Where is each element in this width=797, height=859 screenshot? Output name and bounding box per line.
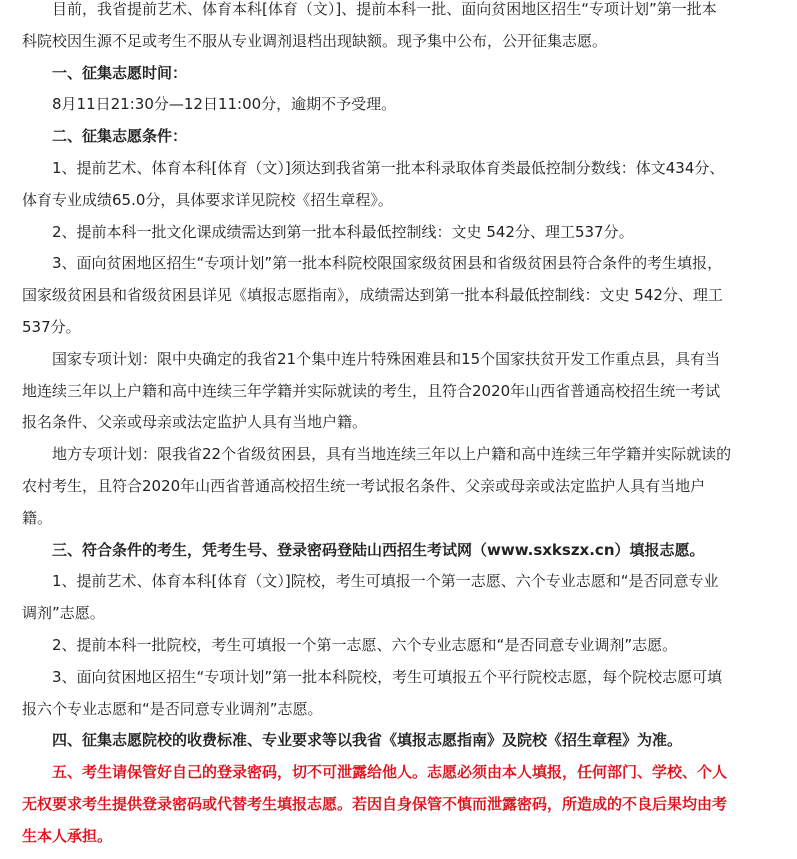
fill-rule-3-line-2: 报六个专业志愿和“是否同意专业调剂”志愿。 — [22, 699, 323, 718]
condition-1-line-2: 体育专业成绩65.0分，具体要求详见院校《招生章程》。 — [22, 190, 393, 209]
warning-line-3: 生本人承担。 — [22, 826, 113, 845]
local-plan-line-2: 农村考生，且符合2020年山西省普通高校招生统一考试报名条件、父亲或母亲或法定监护人具有当地户 — [22, 476, 706, 495]
intro-paragraph-line-1: 目前，我省提前艺术、体育本科[体育（文）]、提前本科一批、面向贫困地区招生“专项计划”第一批本 — [52, 0, 717, 18]
condition-2: 2、提前本科一批文化课成绩需达到第一批本科最低控制线：文史 542分、理工537分。 — [52, 222, 634, 241]
condition-3-line-1: 3、面向贫困地区招生“专项计划”第一批本科院校限国家级贫困县和省级贫困县符合条件的考生填报， — [52, 254, 723, 273]
condition-3-line-2: 国家级贫困县和省级贫困县详见《填报志愿指南》，成绩需达到第一批本科最低控制线：文史 542分、理工 — [22, 286, 723, 305]
section-2-heading: 二、征集志愿条件： — [52, 127, 188, 146]
national-plan-line-2: 地连续三年以上户籍和高中连续三年学籍并实际就读的考生，且符合2020年山西省普通高校招生统一考试 — [22, 381, 721, 400]
condition-1-line-1: 1、提前艺术、体育本科[体育（文）]须达到我省第一批本科录取体育类最低控制分数线：体文434分、 — [52, 158, 725, 177]
local-plan-line-1: 地方专项计划：限我省22个省级贫困县，具有当地连续三年以上户籍和高中连续三年学籍并实际就读的 — [52, 445, 732, 464]
national-plan-line-3: 报名条件、父亲或母亲或法定监护人具有当地户籍。 — [22, 413, 368, 432]
national-plan-line-1: 国家专项计划：限中央确定的我省21个集中连片特殊困难县和15个国家扶贫开发工作重点县，具有当 — [52, 349, 721, 368]
section-4-heading: 四、征集志愿院校的收费标准、专业要求等以我省《填报志愿指南》及院校《招生章程》为准。 — [52, 731, 683, 750]
section-1-heading: 一、征集志愿时间： — [52, 63, 188, 82]
warning-line-2: 无权要求考生提供登录密码或代替考生填报志愿。若因自身保管不慎而泄露密码，所造成的不良后果均由考 — [22, 794, 728, 813]
warning-line-1: 五、考生请保管好自己的登录密码，切不可泄露给他人。志愿必须由本人填报，任何部门、学校、个人 — [52, 763, 728, 782]
fill-rule-1-line-2: 调剂”志愿。 — [22, 604, 105, 623]
fill-rule-3-line-1: 3、面向贫困地区招生“专项计划”第一批本科院校，考生可填报五个平行院校志愿，每个院校志愿可填 — [52, 667, 723, 686]
section-1-time: 8月11日21:30分—12日11:00分，逾期不予受理。 — [52, 95, 397, 114]
fill-rule-2: 2、提前本科一批院校，考生可填报一个第一志愿、六个专业志愿和“是否同意专业调剂”志愿。 — [52, 635, 678, 654]
intro-paragraph-line-2: 科院校因生源不足或考生不服从专业调剂退档出现缺额。现予集中公布，公开征集志愿。 — [22, 31, 608, 50]
fill-rule-1-line-1: 1、提前艺术、体育本科[体育（文）]院校，考生可填报一个第一志愿、六个专业志愿和“是否同意专业 — [52, 572, 719, 591]
local-plan-line-3: 籍。 — [22, 508, 53, 527]
section-3-heading: 三、符合条件的考生，凭考生号、登录密码登陆山西招生考试网（www.sxkszx.cn）填报志愿。 — [52, 540, 705, 559]
condition-3-line-3: 537分。 — [22, 317, 81, 336]
